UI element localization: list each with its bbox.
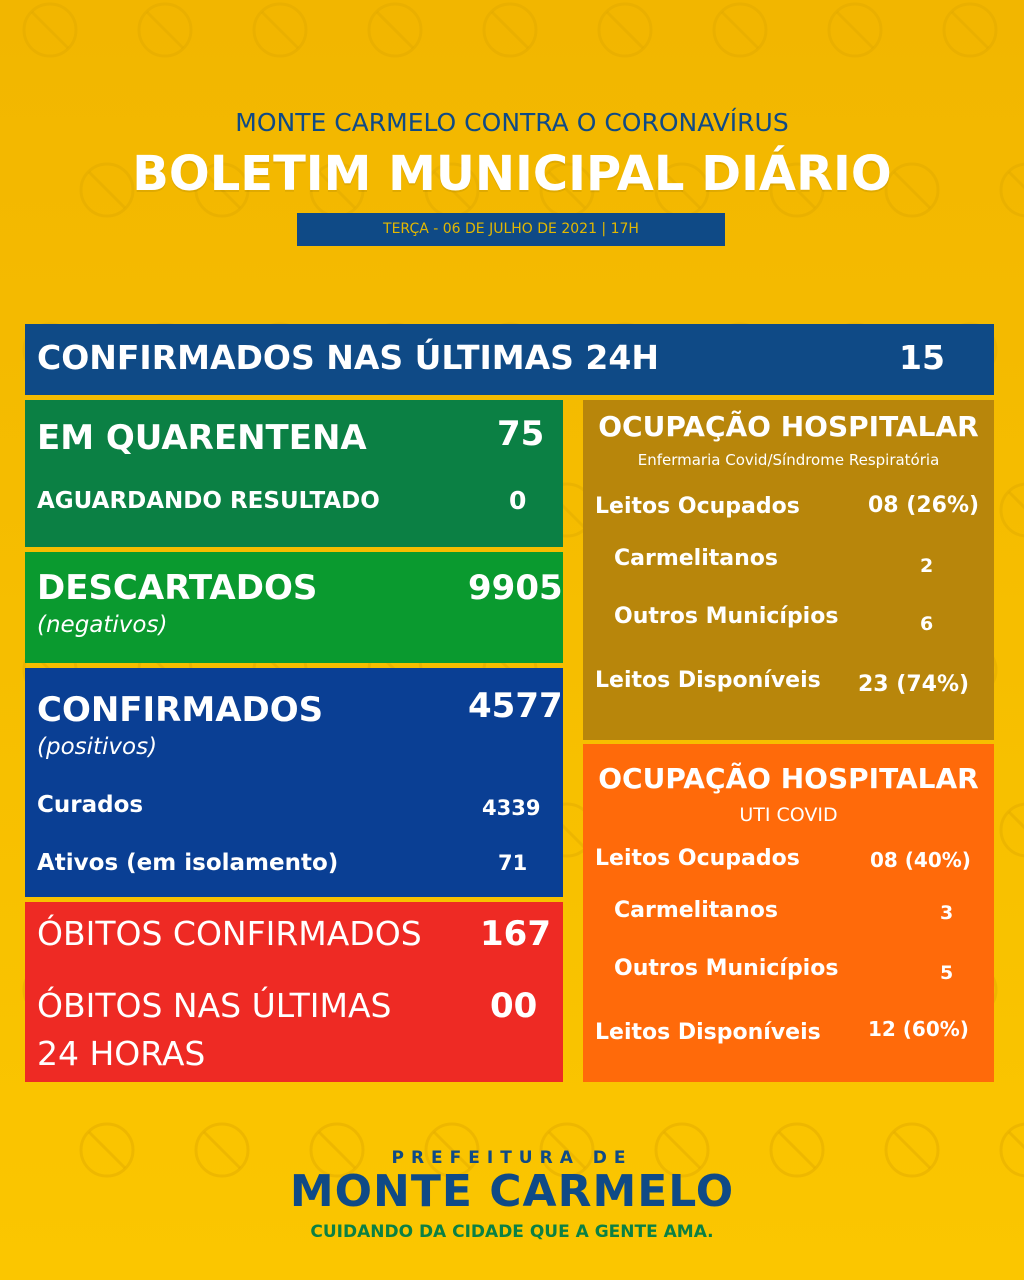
virus-pattern-slash <box>262 12 298 48</box>
footer-tagline: CUIDANDO DA CIDADE QUE A GENTE AMA. <box>310 1222 714 1242</box>
icu-local-value: 3 <box>940 902 954 924</box>
discarded-value: 9905 <box>468 568 563 608</box>
icu-occupancy-panel <box>583 744 994 1082</box>
ward-local-label: Carmelitanos <box>614 546 779 571</box>
virus-pattern-slash <box>607 12 643 48</box>
virus-pattern-slash <box>492 12 528 48</box>
cured-value: 4339 <box>482 796 541 820</box>
icu-subtitle: UTI COVID <box>739 804 838 826</box>
icu-occupied-value: 08 (40%) <box>870 848 971 872</box>
last24h-value: 15 <box>899 338 945 377</box>
deaths-24h-line1: ÓBITOS NAS ÚLTIMAS <box>37 986 392 1025</box>
virus-pattern-slash <box>837 12 873 48</box>
ward-occupied-value: 08 (26%) <box>868 493 980 518</box>
icu-other-value: 5 <box>940 962 954 984</box>
ward-other-value: 6 <box>920 613 934 635</box>
ward-subtitle: Enfermaria Covid/Síndrome Respiratória <box>637 451 940 469</box>
quarantine-value: 75 <box>497 414 545 454</box>
ward-occupancy-panel <box>583 400 994 740</box>
virus-pattern-slash <box>722 12 758 48</box>
ward-available-label: Leitos Disponíveis <box>595 668 821 693</box>
awaiting-label: AGUARDANDO RESULTADO <box>37 488 380 514</box>
cured-label: Curados <box>37 792 144 818</box>
icu-available-value: 12 (60%) <box>868 1017 969 1041</box>
ward-other-label: Outros Municípios <box>614 604 839 629</box>
icu-other-label: Outros Municípios <box>614 956 839 981</box>
active-label: Ativos (em isolamento) <box>37 850 339 876</box>
footer-prefix: PREFEITURA DE <box>391 1148 633 1168</box>
icu-title: OCUPAÇÃO HOSPITALAR <box>598 762 979 795</box>
virus-pattern-slash <box>952 12 988 48</box>
awaiting-value: 0 <box>509 486 527 515</box>
confirmed-value: 4577 <box>468 686 563 726</box>
deaths-24h-line2: 24 HORAS <box>37 1034 206 1073</box>
quarantine-panel <box>25 400 563 547</box>
discarded-panel <box>25 552 563 663</box>
header-subtitle: MONTE CARMELO CONTRA O CORONAVÍRUS <box>235 108 789 137</box>
virus-pattern-icon <box>1001 804 1024 856</box>
confirmed-panel <box>25 668 563 897</box>
virus-pattern-slash <box>147 12 183 48</box>
virus-pattern-slash <box>1009 812 1024 848</box>
quarantine-label: EM QUARENTENA <box>37 418 367 458</box>
discarded-sub: (negativos) <box>37 612 168 638</box>
virus-pattern-slash <box>32 12 68 48</box>
confirmed-sub: (positivos) <box>37 734 158 760</box>
date-bar: TERÇA - 06 DE JULHO DE 2021 | 17H <box>297 213 725 246</box>
deaths-panel <box>25 902 563 1082</box>
deaths-label: ÓBITOS CONFIRMADOS <box>37 914 422 953</box>
footer-city-logo: MONTE CARMELO <box>289 1166 735 1217</box>
ward-occupied-label: Leitos Ocupados <box>595 494 800 519</box>
ward-available-value: 23 (74%) <box>858 672 970 697</box>
last24h-panel <box>25 324 994 395</box>
confirmed-label: CONFIRMADOS <box>37 690 324 730</box>
icu-local-label: Carmelitanos <box>614 898 779 923</box>
active-value: 71 <box>498 851 528 875</box>
ward-local-value: 2 <box>920 555 934 577</box>
deaths-value: 167 <box>480 914 551 954</box>
ward-title: OCUPAÇÃO HOSPITALAR <box>598 410 979 443</box>
deaths-24h-value: 00 <box>490 986 538 1026</box>
icu-occupied-label: Leitos Ocupados <box>595 846 800 871</box>
virus-pattern-icon <box>1001 484 1024 536</box>
last24h-label: CONFIRMADOS NAS ÚLTIMAS 24H <box>37 338 659 377</box>
virus-pattern-slash <box>1009 492 1024 528</box>
icu-available-label: Leitos Disponíveis <box>595 1020 821 1045</box>
discarded-label: DESCARTADOS <box>37 568 318 608</box>
virus-pattern-slash <box>377 12 413 48</box>
page-title: BOLETIM MUNICIPAL DIÁRIO <box>132 146 892 202</box>
